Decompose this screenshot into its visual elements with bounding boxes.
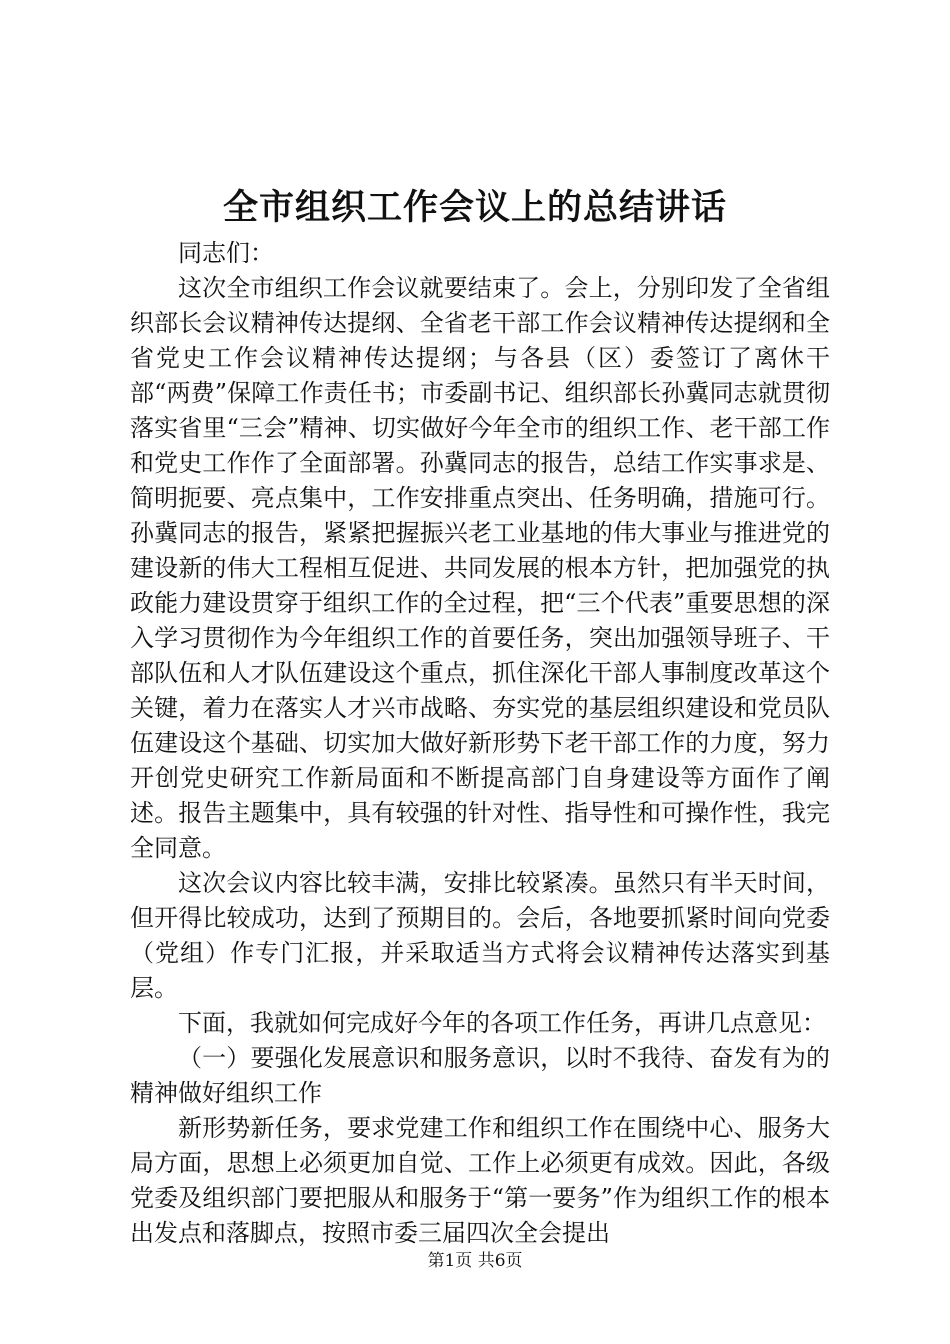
paragraph-3: 下面，我就如何完成好今年的各项工作任务，再讲几点意见： <box>178 1009 826 1037</box>
document-body <box>130 236 830 1251</box>
section-heading: （一）要强化发展意识和服务意识，以时不我待、奋发有为的精神做好组织工作 <box>130 1044 830 1107</box>
document-title: 全市组织工作会议上的总结讲话 <box>222 187 727 228</box>
salutation: 同志们： <box>178 239 274 267</box>
paragraph-1: 这次全市组织工作会议就要结束了。会上，分别印发了全省组织部长会议精神传达提纲、全省老干部工作会议精神传达提纲和全省党史工作会议精神传达提纲；与各县（区）委签订了离休干部“两费”保障工作责任书；市委副书记、组织部长孙冀同志就贯彻落实省里“三会”精神、切实做好今年全市的组织工作、老干部工作和党史工作作了全面部署。孙冀同志的报告，总结工作实事求是、简明扼要、亮点集中，工作安排重点突出、任务明确，措施可行。孙冀同志的报告，紧紧把握振兴老工业基地的伟大事业与推进党的建设新的伟大工程相互促进、共同发展的根本方针，把加强党的执政能力建设贯穿于组织工作的全过程，把“三个代表”重要思想的深入学习贯彻作为今年组织工作的首要任务，突出加强领导班子、干部队伍和人才队伍建设这个重点，抓住深化干部人事制度改革这个关键，着力在落实人才兴市战略、夯实党的基层组织建设和党员队伍建设这个基础、切实加大做好新形势下老干部工作的力度，努力开创党史研究工作新局面和不断提高部门自身建设等方面作了阐述。报告主题集中，具有较强的针对性、指导性和可操作性，我完全同意。 <box>130 274 830 862</box>
page-footer: 第1页 共6页 <box>427 1251 523 1271</box>
section-paragraph: 新形势新任务，要求党建工作和组织工作在围绕中心、服务大局方面，思想上必须更加自觉、工作上必须更有成效。因此，各级党委及组织部门要把服从和服务于“第一要务”作为组织工作的根本出发点和落脚点，按照市委三届四次全会提出 <box>130 1114 830 1247</box>
paragraph-2: 这次会议内容比较丰满，安排比较紧凑。虽然只有半天时间，但开得比较成功，达到了预期目的。会后，各地要抓紧时间向党委（党组）作专门汇报，并采取适当方式将会议精神传达落实到基层。 <box>130 869 830 1002</box>
